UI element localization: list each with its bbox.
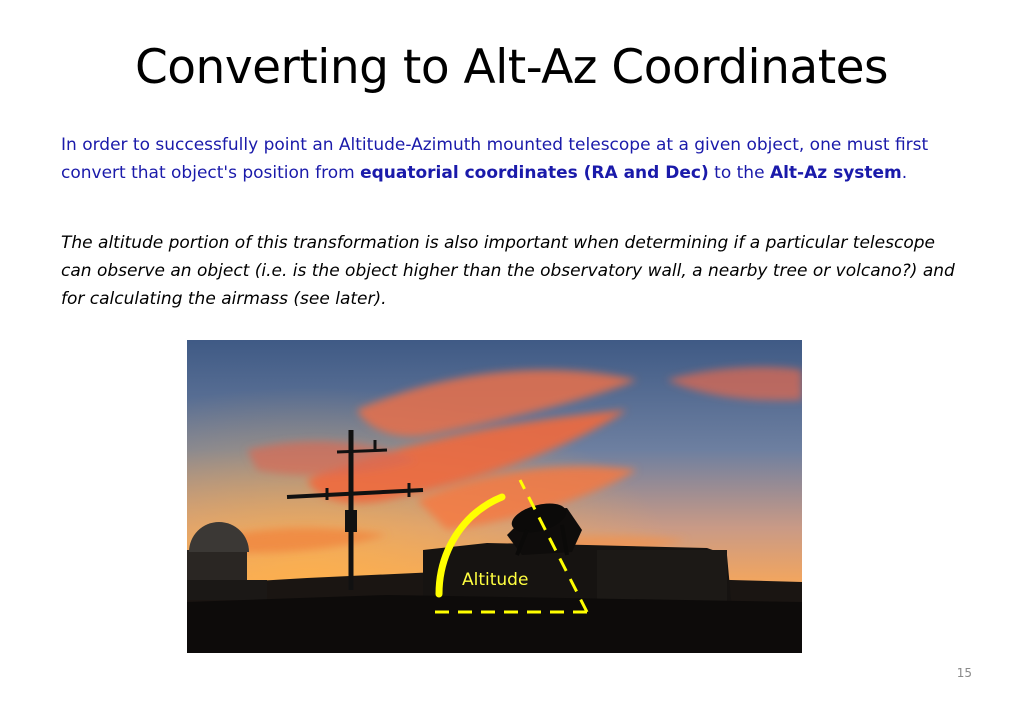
- alt-az-system-phrase: Alt-Az system: [769, 163, 902, 183]
- altitude-label: Altitude: [462, 570, 529, 590]
- slide-title: Converting to Alt-Az Coordinates: [134, 40, 889, 95]
- equatorial-coordinates-phrase: equatorial coordinates (RA and Dec): [360, 163, 709, 183]
- intro-text-middle: to the: [708, 163, 770, 183]
- intro-text-start: In order to successfully point an Altitude-Azimuth mounted telescope at a given object, one must first convert that object's position from: [61, 135, 929, 183]
- photo-svg: [187, 340, 802, 653]
- slide-number: 15: [956, 666, 972, 680]
- intro-paragraph: [61, 131, 961, 187]
- intro-text-end: .: [901, 163, 908, 183]
- observatory-sunset-photo: [187, 340, 802, 653]
- foreground: [187, 595, 802, 653]
- altitude-note-paragraph: The altitude portion of this transformation is also important when determining if a particular telescope can observe an object (i.e. is the object higher than the observatory wall, a nearby tree or volcano?) and for calculating the airmass (see later).: [61, 233, 955, 309]
